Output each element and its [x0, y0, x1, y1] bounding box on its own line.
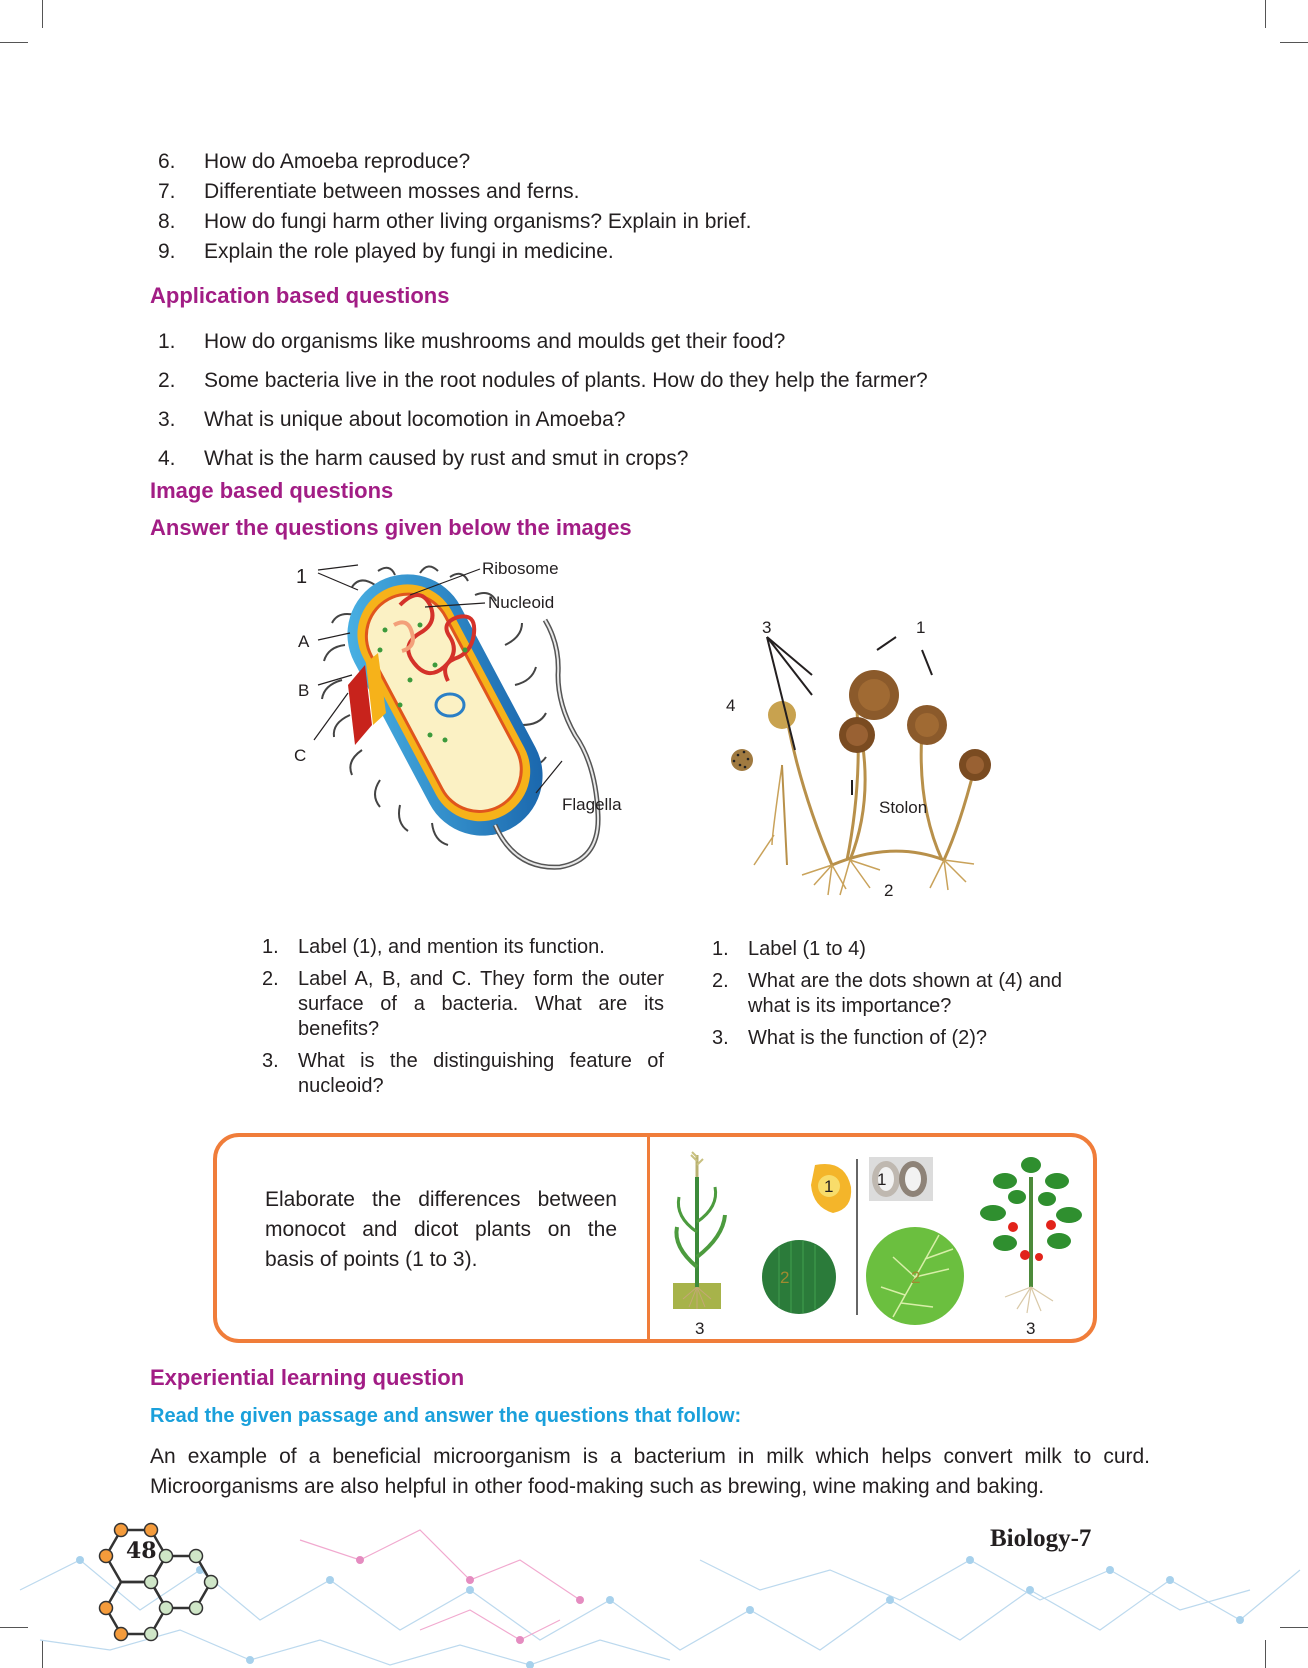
fungus-diagram [712, 618, 1012, 915]
bacteria-label-nucleoid: Nucleoid [488, 593, 555, 612]
bacteria-label-flagella: Flagella [562, 795, 622, 814]
list-item: 3. What is the function of (2)? [712, 1027, 988, 1049]
sporangiophore-small [782, 765, 787, 865]
bacteria-question-list [262, 935, 664, 1106]
bacteria-label-b: B [298, 681, 310, 700]
monocot-dicot-box [213, 1133, 1097, 1343]
application-heading: Application based questions [150, 283, 450, 308]
list-item: 7. Differentiate between mosses and ferns. [158, 180, 580, 203]
application-question-list [150, 322, 928, 478]
image-based-heading: Image based questions [150, 478, 394, 503]
experiential-subheading: Read the given passage and answer the questions that follow: [150, 1405, 742, 1427]
experiential-heading: Experiential learning question [150, 1365, 465, 1390]
dicot-plant [980, 1157, 1082, 1313]
list-item: 2. Some bacteria live in the root nodules of plants. How do they help the farmer? [158, 369, 928, 392]
list-item: 1. How do organisms like mushrooms and moulds get their food? [158, 330, 786, 353]
sporangia [731, 670, 991, 781]
bacteria-diagram [294, 559, 660, 930]
list-item: 2. Label A, B, and C. They form the outer surface of a bacteria. What are its benefits? [262, 968, 664, 1040]
intro-question-list [150, 147, 751, 267]
list-item: 2. What are the dots shown at (4) and what is its importance? [712, 970, 1062, 1017]
box-divider [647, 1137, 650, 1339]
sporangiophores [787, 710, 974, 865]
fungus-label-4: 4 [726, 696, 736, 715]
list-item: 6. How do Amoeba reproduce? [158, 150, 471, 173]
fungus-label-3: 3 [762, 618, 772, 637]
bacteria-label-a: A [298, 632, 310, 651]
page-number: 48 [126, 1538, 157, 1564]
monocot-label-2: 2 [780, 1268, 790, 1287]
list-item: 3. What is unique about locomotion in Amoeba? [158, 408, 626, 431]
list-item: 1. Label (1), and mention its function. [262, 936, 605, 958]
list-item: 3. What is the distinguishing feature of nucleoid? [262, 1050, 664, 1097]
bacteria-label-ribosome: Ribosome [482, 559, 559, 578]
comparison-prompt: Elaborate the differences between monocot and dicot plants on the basis of points (1 to 3). [265, 1188, 617, 1271]
monocot-dicot-illustration [653, 1137, 1093, 1339]
monocot-label-3: 3 [695, 1319, 705, 1338]
list-item: 4. What is the harm caused by rust and smut in crops? [158, 447, 689, 470]
image-based-subheading: Answer the questions given below the images [150, 515, 632, 540]
fungus-label-1: 1 [916, 618, 926, 637]
page-number-badge [95, 1508, 235, 1648]
monocot-label-1: 1 [824, 1177, 834, 1196]
fungus-label-2: 2 [884, 881, 894, 900]
list-item: 8. How do fungi harm other living organisms? Explain in brief. [158, 210, 752, 233]
dicot-label-1: 1 [877, 1170, 887, 1189]
crop-mark [1280, 42, 1308, 43]
dicot-label-2: 2 [911, 1268, 921, 1287]
dicot-label-3: 3 [1026, 1319, 1036, 1338]
crop-mark [0, 42, 28, 43]
list-item: 9. Explain the role played by fungi in medicine. [158, 240, 614, 263]
experiential-passage: An example of a beneficial microorganism is a bacterium in milk which helps convert milk to curd. Microorganisms are also helpful in other food-making such as brewing, wine making and baking. [150, 1445, 1150, 1498]
book-title: Biology-7 [990, 1525, 1092, 1552]
monocot-plant [673, 1152, 725, 1309]
crop-mark [42, 0, 43, 28]
crop-mark [1265, 0, 1266, 28]
bacteria-label-c: C [294, 746, 307, 765]
fungus-label-stolon: Stolon [879, 798, 928, 817]
fungus-question-list [712, 937, 1062, 1058]
bacteria-label-1: 1 [296, 566, 308, 588]
list-item: 1. Label (1 to 4) [712, 938, 866, 960]
monocot-leaf [762, 1240, 836, 1314]
